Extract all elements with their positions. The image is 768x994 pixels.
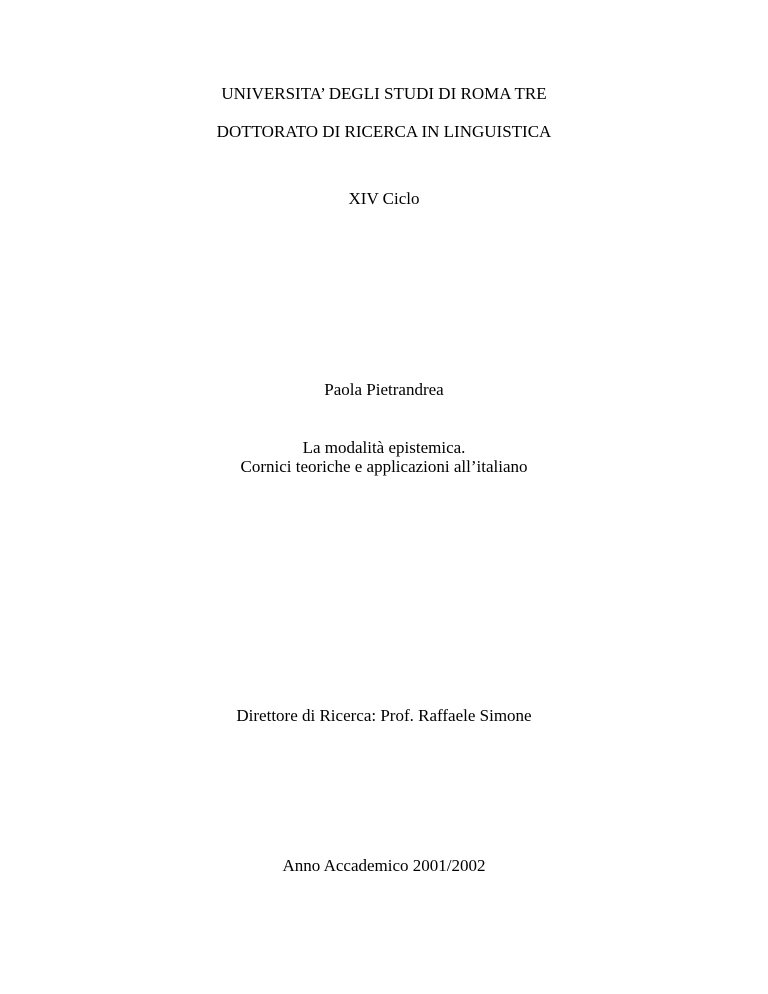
thesis-title-line-2: Cornici teoriche e applicazioni all’italiano xyxy=(240,457,528,476)
doctorate-cycle: XIV Ciclo xyxy=(348,189,420,208)
author-name: Paola Pietrandrea xyxy=(324,380,444,399)
research-director: Direttore di Ricerca: Prof. Raffaele Simone xyxy=(236,706,532,725)
doctorate-program: DOTTORATO DI RICERCA IN LINGUISTICA xyxy=(216,122,552,141)
university-name: UNIVERSITA’ DEGLI STUDI DI ROMA TRE xyxy=(221,84,547,103)
thesis-title-line-1: La modalità epistemica. xyxy=(302,438,466,457)
academic-year: Anno Accademico 2001/2002 xyxy=(282,856,486,875)
